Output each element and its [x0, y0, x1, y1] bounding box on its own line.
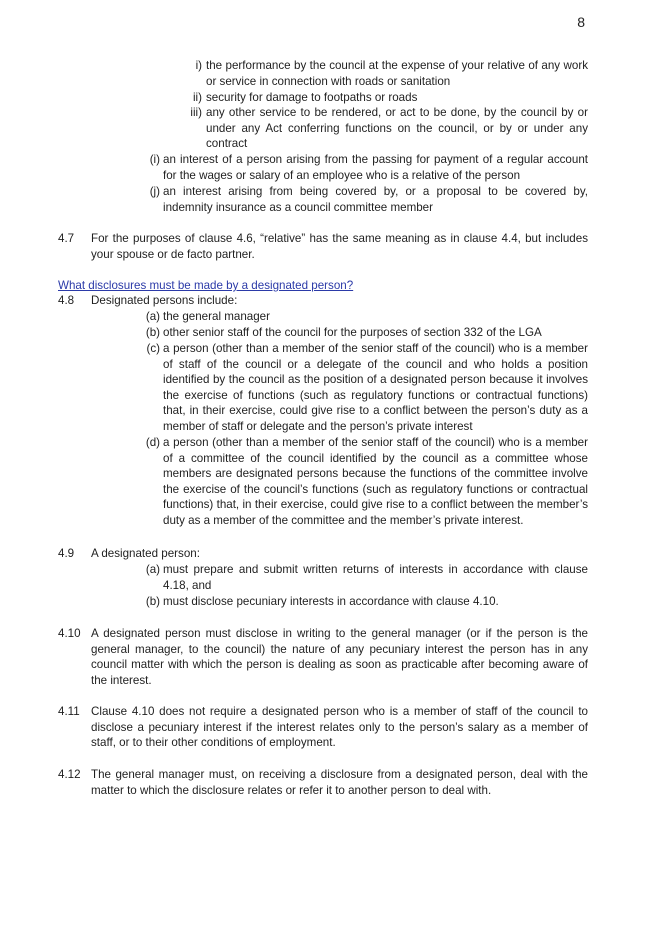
- section-heading-link[interactable]: What disclosures must be made by a designated person?: [58, 279, 354, 292]
- clause-4-9-intro: A designated person:: [91, 547, 200, 560]
- clause-4-8-intro: Designated persons include:: [91, 294, 238, 307]
- clause-4-9-item-a-label: (a): [145, 563, 160, 576]
- clause-4-8-item-a-label: (a): [145, 310, 160, 323]
- clause-4-9-item-a-text: must prepare and submit written returns of interests in accordance with clause 4.18, and: [163, 563, 588, 592]
- clause-4-8-item-d-text: a person (other than a member of the senior staff of the council) who is a member of a committee of the council identified by the council as a committee whose members are designated persons because the functions of the committee involve the exercise of the council’s functions (such as regulatory functions or contractual functions) that, in their exercise, could give rise to a conflict between the member’s duty as a member of the committee and the member’s private interest.: [163, 436, 588, 527]
- clause-4-9-item-b-text: must disclose pecuniary interests in accordance with clause 4.10.: [163, 595, 499, 608]
- roman-item-ii-text: security for damage to footpaths or roads: [206, 91, 418, 104]
- clause-4-8-item-d-label: (d): [145, 436, 160, 449]
- clause-4-8-item-b-label: (b): [145, 326, 160, 339]
- clause-4-7-number: 4.7: [58, 232, 75, 245]
- clause-4-8-item-c-text: a person (other than a member of the senior staff of the council) who is a member of staff of the council or a delegate of the council and who holds a position identified by the council as the position of a designated person because it involves the exercise of functions (such as regulatory functions or contractual functions) that, in their exercise, could give rise to a conflict between the person’s duty as a member of staff or delegate and the person’s private interest: [163, 342, 588, 433]
- clause-4-9-number: 4.9: [58, 547, 75, 560]
- clause-4-10-text: A designated person must disclose in writing to the general manager (or if the person is the general manager, to the council) the nature of any pecuniary interest the person has in any council matter with which the person is dealing as soon as practicable after becoming aware of the interest.: [91, 627, 588, 687]
- item-j-text: an interest arising from being covered by, or a proposal to be covered by, indemnity insurance as a council committee member: [163, 185, 588, 214]
- clause-4-12-text: The general manager must, on receiving a disclosure from a designated person, deal with the matter to which the disclosure relates or refer it to another person to deal with.: [91, 768, 588, 797]
- roman-item-iii-label: iii): [190, 106, 202, 119]
- clause-4-11-number: 4.11: [58, 705, 80, 718]
- item-i-text: an interest of a person arising from the passing for payment of a regular account for the wages or salary of an employee who is a relative of the person: [163, 153, 588, 182]
- clause-4-8-item-a-text: the general manager: [163, 310, 270, 323]
- clause-4-9-item-b-label: (b): [145, 595, 160, 608]
- item-j-label: (j): [149, 185, 160, 198]
- clause-4-8-item-b-text: other senior staff of the council for the purposes of section 332 of the LGA: [163, 326, 542, 339]
- clause-4-11-text: Clause 4.10 does not require a designated person who is a member of staff of the council to disclose a pecuniary interest if the interest relates only to the person’s salary as a member of staff, or to their other conditions of employment.: [91, 705, 588, 750]
- clause-4-7-text: For the purposes of clause 4.6, “relative” has the same meaning as in clause 4.4, but includes your spouse or de facto partner.: [91, 232, 588, 261]
- roman-item-i-label: i): [195, 59, 202, 72]
- clause-4-12-number: 4.12: [58, 768, 81, 781]
- roman-item-iii-text: any other service to be rendered, or act to be done, by the council by or under any Act conferring functions on the council, or by or under any contract: [206, 106, 588, 151]
- clause-4-8-number: 4.8: [58, 294, 75, 307]
- clause-4-8-item-c-label: (c): [146, 342, 160, 355]
- roman-item-ii-label: ii): [192, 91, 202, 104]
- item-i-label: (i): [149, 153, 160, 166]
- roman-item-i-text: the performance by the council at the expense of your relative of any work or service in connection with roads or sanitation: [206, 59, 588, 88]
- clause-4-10-number: 4.10: [58, 627, 81, 640]
- page-number: 8: [577, 14, 585, 30]
